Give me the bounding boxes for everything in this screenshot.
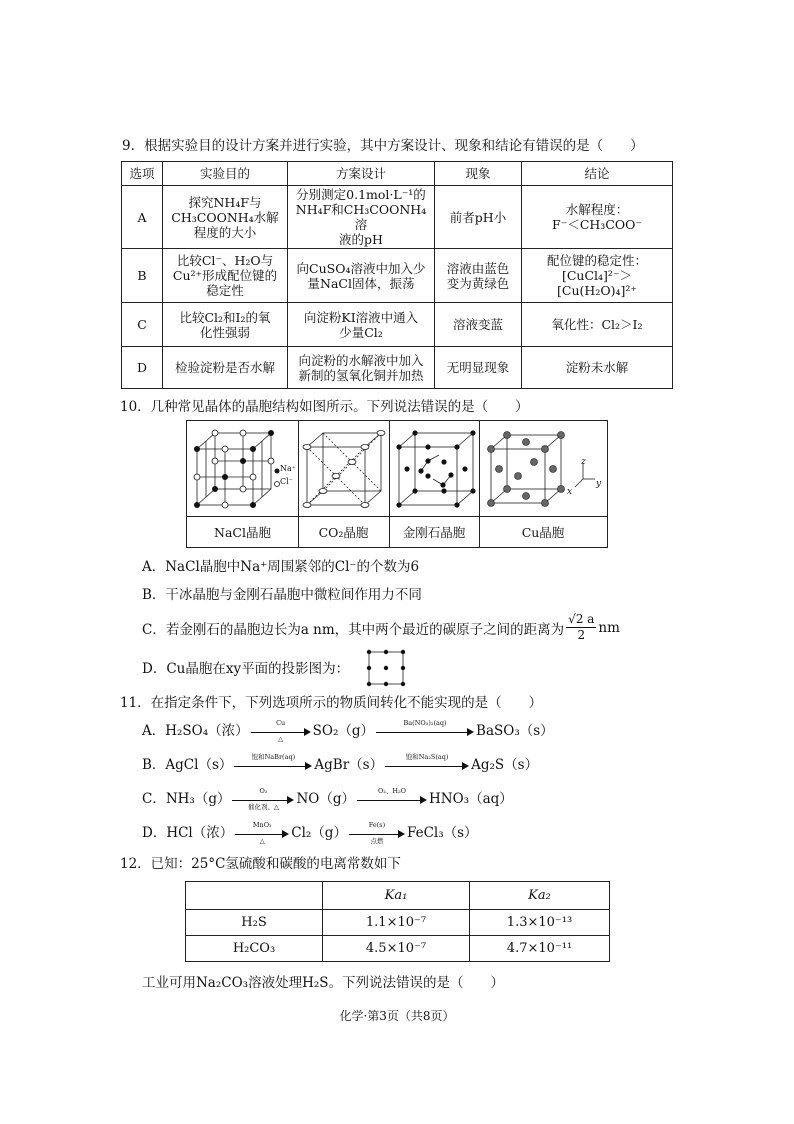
reaction-arrow: Cu △ bbox=[251, 724, 311, 740]
q9-row-b-conclusion: 配位键的稳定性： [CuCl₄]²⁻＞[Cu(H₂O)₄]²⁺ bbox=[522, 249, 673, 303]
reaction-arrow: 饱和NaBr(aq) bbox=[234, 758, 312, 774]
cell-label-co2: CO₂晶胞 bbox=[318, 525, 369, 540]
q9-header-conclusion: 结论 bbox=[522, 162, 673, 186]
q10-option-d: D．Cu晶胞在xy平面的投影图为： bbox=[142, 661, 350, 677]
q12-row-h2s-ka2: 1.3×10⁻¹³ bbox=[470, 910, 610, 936]
q11-option-d: D．HCl（浓） MnO₂ △ Cl₂（g） Fe(s) 点燃 FeCl₃（s） bbox=[142, 820, 478, 845]
reaction-arrow: 饱和Na₂S(aq) bbox=[385, 758, 469, 774]
crystal-figure bbox=[186, 420, 608, 548]
q11-option-c: C．NH₃（g） O₂ 催化剂、△ NO（g） O₂、H₂O HNO₃（aq） bbox=[142, 786, 513, 811]
q9-header-purpose: 实验目的 bbox=[163, 162, 288, 186]
q9-table bbox=[121, 161, 673, 389]
q9-row-a-purpose: 探究NH₄F与 CH₃COONH₄水解 程度的大小 bbox=[163, 186, 288, 249]
cell-label-diamond: 金刚石晶胞 bbox=[402, 525, 466, 540]
q10-option-c: C．若金刚石的晶胞边长为a nm，其中两个最近的碳原子之间的距离为 $\frac{√2 a}{2}$ nm bbox=[142, 612, 620, 642]
reaction-arrow: Ba(NO₃)₂(aq) bbox=[376, 724, 474, 740]
q9-row-b-purpose: 比较Cl⁻、H₂O与 Cu²⁺形成配位键的 稳定性 bbox=[163, 249, 288, 303]
page-footer: 化学·第3页（共8页） bbox=[339, 1009, 455, 1023]
q10-option-b: B．干冰晶胞与金刚石晶胞中微粒间作用力不同 bbox=[142, 587, 422, 603]
cu-cell-diagram bbox=[485, 427, 603, 513]
q9-row-b-option: B bbox=[122, 249, 163, 303]
reaction-arrow: Fe(s) 点燃 bbox=[349, 826, 405, 842]
q11-option-a: A．H₂SO₄（浓） Cu △ SO₂（g） Ba(NO₃)₂(aq) BaSO₃（s） bbox=[142, 718, 554, 743]
q9-stem: 9．根据实验目的设计方案并进行实验，其中方案设计、现象和结论有错误的是（ ） bbox=[122, 138, 644, 154]
cell-label-nacl: NaCl晶胞 bbox=[214, 525, 271, 540]
q9-row-c-option: C bbox=[122, 303, 163, 347]
q10-option-a: A．NaCl晶胞中Na⁺周围紧邻的Cl⁻的个数为6 bbox=[142, 559, 420, 575]
q12-row-h2co3-ka1: 4.5×10⁻⁷ bbox=[323, 936, 470, 962]
cu-projection-diagram bbox=[364, 648, 408, 688]
cell-label-cu: Cu晶胞 bbox=[521, 525, 565, 540]
q9-row-a-phenomenon: 前者pH小 bbox=[435, 186, 522, 249]
q12-header-blank bbox=[186, 882, 323, 910]
q9-header-design: 方案设计 bbox=[288, 162, 435, 186]
q9-row-c-phenomenon: 溶液变蓝 bbox=[435, 303, 522, 347]
q9-row-d-purpose: 检验淀粉是否水解 bbox=[163, 347, 288, 389]
q9-row-c-conclusion: 氧化性：Cl₂＞I₂ bbox=[522, 303, 673, 347]
q10-stem: 10．几种常见晶体的晶胞结构如图所示。下列说法错误的是（ ） bbox=[120, 399, 529, 415]
q11-option-b: B．AgCl（s） 饱和NaBr(aq) AgBr（s） 饱和Na₂S(aq) Ag₂S（s） bbox=[142, 752, 539, 773]
legend-na: Na⁺ bbox=[280, 464, 296, 473]
q9-row-b-design: 向CuSO₄溶液中加入少 量NaCl固体，振荡 bbox=[288, 249, 435, 303]
q9-row-d-phenomenon: 无明显现象 bbox=[435, 347, 522, 389]
reaction-arrow: MnO₂ △ bbox=[235, 826, 289, 842]
q12-row-h2co3-name: H₂CO₃ bbox=[186, 936, 323, 962]
reaction-arrow: O₂、H₂O bbox=[357, 792, 427, 808]
q12-header-ka2: Ka₂ bbox=[470, 882, 610, 910]
axis-x-label: x bbox=[567, 487, 573, 497]
q12-table bbox=[185, 881, 610, 962]
q12-row-h2s-name: H₂S bbox=[186, 910, 323, 936]
q9-row-c-purpose: 比较Cl₂和I₂的氧 化性强弱 bbox=[163, 303, 288, 347]
q9-row-d-option: D bbox=[122, 347, 163, 389]
distance-fraction: $\frac{√2 a}{2}$ bbox=[568, 612, 595, 642]
q9-row-b-phenomenon: 溶液由蓝色 变为黄绿色 bbox=[435, 249, 522, 303]
q12-stem: 12．已知：25°C氢硫酸和碳酸的电离常数如下 bbox=[120, 856, 401, 872]
q12-header-ka1: Ka₁ bbox=[323, 882, 470, 910]
reaction-arrow: O₂ 催化剂、△ bbox=[232, 792, 294, 808]
axis-z-label: z bbox=[581, 457, 586, 467]
q11-stem: 11．在指定条件下，下列选项所示的物质间转化不能实现的是（ ） bbox=[120, 695, 543, 711]
q9-row-a-design: 分别测定0.1mol·L⁻¹的 NH₄F和CH₃COONH₄溶 液的pH bbox=[288, 186, 435, 249]
q9-header-phenomenon: 现象 bbox=[435, 162, 522, 186]
q9-row-c-design: 向淀粉KI溶液中通入 少量Cl₂ bbox=[288, 303, 435, 347]
q9-header-option: 选项 bbox=[122, 162, 163, 186]
q9-row-d-conclusion: 淀粉未水解 bbox=[522, 347, 673, 389]
q12-row-h2co3-ka2: 4.7×10⁻¹¹ bbox=[470, 936, 610, 962]
q9-row-d-design: 向淀粉的水解液中加入 新制的氢氧化铜并加热 bbox=[288, 347, 435, 389]
axis-y-label: y bbox=[596, 479, 602, 489]
legend-cl: Cl⁻ bbox=[280, 477, 293, 486]
co2-cell-diagram bbox=[301, 427, 387, 513]
q9-row-a-option: A bbox=[122, 186, 163, 249]
q12-tail: 工业可用Na₂CO₃溶液处理H₂S。下列说法错误的是（ ） bbox=[142, 975, 505, 991]
diamond-cell-diagram bbox=[393, 427, 477, 513]
q12-row-h2s-ka1: 1.1×10⁻⁷ bbox=[323, 910, 470, 936]
q9-row-a-conclusion: 水解程度： F⁻＜CH₃COO⁻ bbox=[522, 186, 673, 249]
